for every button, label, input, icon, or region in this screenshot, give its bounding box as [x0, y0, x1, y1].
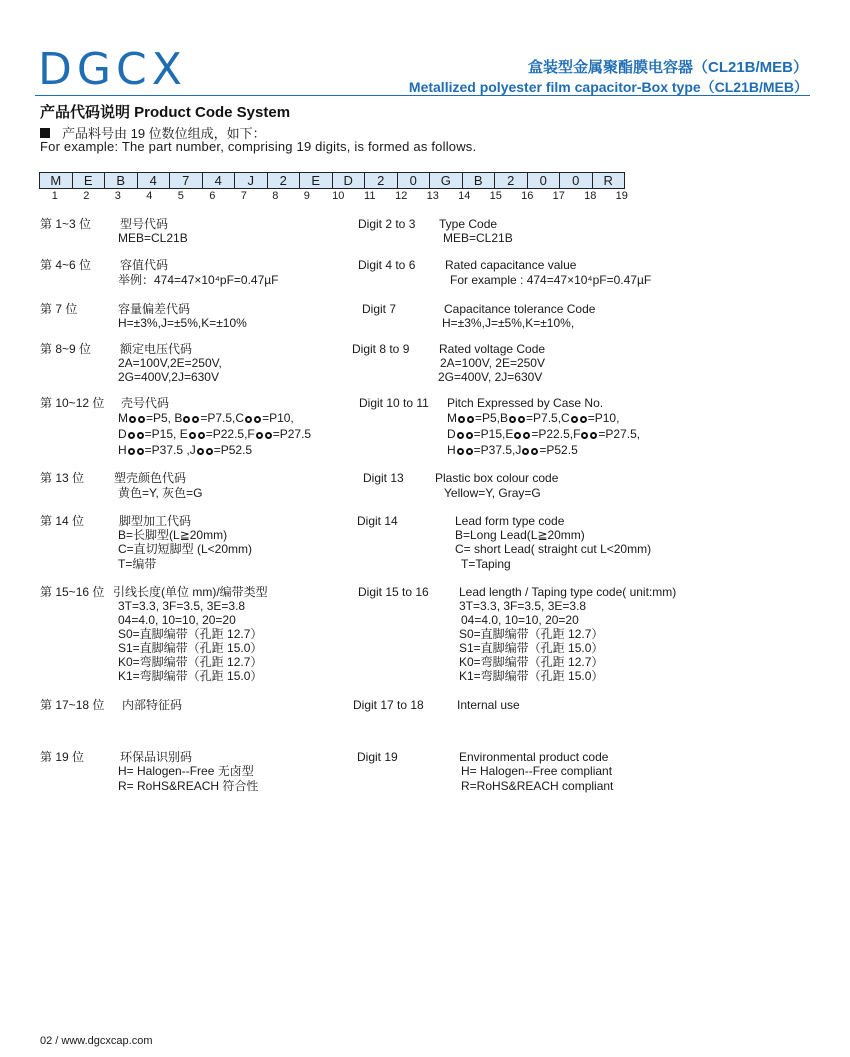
en-field-value: [447, 427, 640, 441]
pn-index: 5: [177, 190, 184, 202]
en-digit-label: Digit 19: [357, 750, 398, 764]
pn-index: 16: [521, 190, 534, 202]
pn-char: B: [462, 172, 496, 189]
code-letter: D: [447, 427, 456, 441]
cn-digit-label: 第 1~3 位: [40, 217, 92, 231]
code-text: =P27.5,: [598, 427, 641, 441]
pn-index: 8: [272, 190, 279, 202]
cn-field-value: 3T=3.3, 3F=3.5, 3E=3.8: [118, 599, 246, 613]
code-text: =P37.5 ,J: [144, 443, 196, 457]
code-text: =P22.5,F: [531, 427, 581, 441]
code-text: =P27.5: [272, 427, 312, 441]
en-field-value: 2G=400V, 2J=630V: [438, 370, 543, 384]
en-field-value: C= short Lead( straight cut L<20mm): [455, 542, 652, 556]
code-text: =P37.5,J: [473, 443, 522, 457]
pn-char: 2: [267, 172, 301, 189]
code-text: =P52.5: [539, 443, 578, 457]
en-field-name: Rated voltage Code: [439, 342, 546, 356]
en-field-value: 2A=100V, 2E=250V: [440, 356, 545, 370]
pn-char: 0: [397, 172, 431, 189]
cn-field-value: [118, 411, 294, 425]
placeholder-circle-icon: [137, 448, 144, 455]
placeholder-circle-icon: [523, 432, 530, 439]
pn-char: 0: [559, 172, 593, 189]
en-field-name: Environmental product code: [459, 750, 609, 764]
en-digit-label: Digit 13: [363, 471, 404, 485]
en-field-value: K0=弯脚编带（孔距 12.7）: [459, 655, 604, 669]
pn-char: 7: [169, 172, 203, 189]
pn-index: 4: [146, 190, 153, 202]
en-digit-label: Digit 4 to 6: [358, 258, 416, 272]
en-field-value: [447, 411, 619, 425]
intro-cn-text: 产品料号由 19 位数位组成，如下：: [62, 126, 266, 141]
placeholder-circle-icon: [590, 432, 597, 439]
cn-digit-label: 第 4~6 位: [40, 258, 92, 272]
cn-field-value: S0=直脚编带（孔距 12.7）: [118, 627, 263, 641]
pn-index: 18: [584, 190, 597, 202]
en-field-name: Plastic box colour code: [435, 471, 559, 485]
cn-field-value: 04=4.0, 10=10, 20=20: [118, 613, 236, 627]
en-field-value: MEB=CL21B: [443, 231, 513, 245]
pn-char: E: [72, 172, 106, 189]
placeholder-circle-icon: [254, 416, 261, 423]
page-footer: 02 / www.dgcxcap.com: [40, 1035, 153, 1047]
code-letter: D: [118, 427, 127, 441]
en-field-name: Pitch Expressed by Case No.: [447, 396, 604, 410]
placeholder-circle-icon: [128, 432, 135, 439]
pn-index: 1: [51, 190, 58, 202]
code-text: =P10,: [262, 411, 294, 425]
cn-digit-label: 第 14 位: [40, 514, 85, 528]
placeholder-circle-icon: [458, 416, 465, 423]
placeholder-circle-icon: [467, 416, 474, 423]
placeholder-circle-icon: [581, 432, 588, 439]
cn-field-value: 举例：474=47×10⁴pF=0.47µF: [118, 273, 279, 287]
code-text: =P5, B: [146, 411, 183, 425]
pn-index: 3: [114, 190, 121, 202]
cn-field-name: 容值代码: [120, 258, 169, 272]
en-field-value: 04=4.0, 10=10, 20=20: [461, 613, 579, 627]
pn-index: 17: [552, 190, 565, 202]
part-number-boxes: [39, 172, 625, 189]
placeholder-circle-icon: [206, 448, 213, 455]
cn-field-name: 容量偏差代码: [118, 302, 191, 316]
section-title: 产品代码说明 Product Code System: [40, 104, 291, 121]
code-letter: H: [118, 443, 127, 457]
en-field-name: Internal use: [457, 698, 520, 712]
pn-char: 2: [364, 172, 398, 189]
pn-char: J: [234, 172, 268, 189]
en-digit-label: Digit 2 to 3: [358, 217, 416, 231]
placeholder-circle-icon: [256, 432, 263, 439]
placeholder-circle-icon: [197, 448, 204, 455]
doc-title-cn: 盒装型金属聚酯膜电容器（CL21B/MEB）: [527, 59, 808, 76]
pn-index: 6: [209, 190, 216, 202]
en-field-value: S1=直脚编带（孔距 15.0）: [459, 641, 604, 655]
pn-index: 7: [240, 190, 247, 202]
placeholder-circle-icon: [198, 432, 205, 439]
placeholder-circle-icon: [509, 416, 516, 423]
pn-char: G: [429, 172, 463, 189]
placeholder-circle-icon: [137, 432, 144, 439]
en-field-name: Capacitance tolerance Code: [444, 302, 596, 316]
placeholder-circle-icon: [245, 416, 252, 423]
cn-field-name: 壳号代码: [121, 396, 170, 410]
code-text: =P22.5,F: [205, 427, 255, 441]
cn-field-value: 黄色=Y, 灰色=G: [118, 486, 203, 500]
cn-digit-label: 第 10~12 位: [40, 396, 105, 410]
placeholder-circle-icon: [514, 432, 521, 439]
cn-digit-label: 第 13 位: [40, 471, 85, 485]
pn-index: 10: [332, 190, 345, 202]
en-field-value: [447, 443, 578, 457]
cn-field-name: 脚型加工代码: [119, 514, 192, 528]
code-letter: M: [447, 411, 457, 425]
intro-en: For example: The part number, comprising 19 digits, is formed as follows.: [40, 139, 477, 154]
placeholder-circle-icon: [457, 448, 464, 455]
cn-field-value: 2G=400V,2J=630V: [118, 370, 219, 384]
cn-digit-label: 第 15~16 位: [40, 585, 105, 599]
placeholder-circle-icon: [129, 416, 136, 423]
doc-title-en: Metallized polyester film capacitor-Box type（CL21B/MEB）: [408, 79, 808, 95]
pn-char: R: [592, 172, 626, 189]
pn-index: 14: [458, 190, 471, 202]
cn-field-value: H= Halogen--Free 无卤型: [118, 764, 254, 778]
cn-digit-label: 第 8~9 位: [40, 342, 92, 356]
en-field-value: T=Taping: [461, 557, 511, 571]
placeholder-circle-icon: [466, 448, 473, 455]
en-field-value: B=Long Lead(L≧20mm): [455, 528, 585, 542]
brand-logo: DGCX: [38, 44, 187, 95]
cn-field-value: K0=弯脚编带（孔距 12.7）: [118, 655, 263, 669]
cn-field-value: 2A=100V,2E=250V,: [118, 356, 222, 370]
pn-index: 9: [303, 190, 310, 202]
cn-field-name: 塑壳颜色代码: [114, 471, 187, 485]
cn-field-value: MEB=CL21B: [118, 231, 188, 245]
pn-index: 11: [364, 190, 376, 202]
pn-char: E: [299, 172, 333, 189]
en-field-value: H=±3%,J=±5%,K=±10%,: [442, 316, 575, 330]
pn-char: 4: [137, 172, 171, 189]
placeholder-circle-icon: [128, 448, 135, 455]
header-divider: [35, 95, 810, 96]
placeholder-circle-icon: [183, 416, 190, 423]
en-field-name: Lead form type code: [455, 514, 565, 528]
cn-field-value: T=编带: [118, 557, 157, 571]
pn-index: 19: [615, 190, 628, 202]
cn-field-value: B=长脚型(L≧20mm): [118, 528, 228, 542]
en-field-value: R=RoHS&REACH compliant: [461, 779, 614, 793]
part-number-indices: [39, 190, 638, 202]
en-digit-label: Digit 14: [357, 514, 398, 528]
en-field-value: For example : 474=47×10⁴pF=0.47µF: [450, 273, 652, 287]
pn-char: B: [104, 172, 138, 189]
code-text: =P15, E: [144, 427, 188, 441]
pn-char: 2: [494, 172, 528, 189]
en-digit-label: Digit 7: [362, 302, 397, 316]
code-text: =P5,B: [475, 411, 509, 425]
placeholder-circle-icon: [531, 448, 538, 455]
cn-field-value: [118, 427, 311, 441]
en-digit-label: Digit 15 to 16: [358, 585, 429, 599]
en-field-value: S0=直脚编带（孔距 12.7）: [459, 627, 604, 641]
placeholder-circle-icon: [265, 432, 272, 439]
pn-char: 0: [527, 172, 561, 189]
cn-digit-label: 第 17~18 位: [40, 698, 105, 712]
code-text: =P15,E: [473, 427, 514, 441]
en-digit-label: Digit 17 to 18: [353, 698, 424, 712]
cn-field-value: S1=直脚编带（孔距 15.0）: [118, 641, 263, 655]
cn-digit-label: 第 7 位: [40, 302, 78, 316]
placeholder-circle-icon: [138, 416, 145, 423]
pn-char: M: [39, 172, 73, 189]
en-digit-label: Digit 10 to 11: [359, 396, 429, 410]
en-field-value: 3T=3.3, 3F=3.5, 3E=3.8: [459, 599, 587, 613]
pn-index: 2: [83, 190, 90, 202]
cn-field-name: 环保品识别码: [120, 750, 193, 764]
cn-field-value: K1=弯脚编带（孔距 15.0）: [118, 669, 263, 683]
cn-field-value: [118, 443, 252, 457]
cn-field-name: 内部特征码: [122, 698, 183, 712]
en-field-value: H= Halogen--Free compliant: [461, 764, 613, 778]
cn-field-value: R= RoHS&REACH 符合性: [118, 779, 259, 793]
placeholder-circle-icon: [189, 432, 196, 439]
cn-digit-label: 第 19 位: [40, 750, 85, 764]
cn-field-value: H=±3%,J=±5%,K=±10%: [118, 316, 247, 330]
placeholder-circle-icon: [580, 416, 587, 423]
placeholder-circle-icon: [518, 416, 525, 423]
pn-char: D: [332, 172, 366, 189]
en-field-name: Lead length / Taping type code( unit:mm): [459, 585, 677, 599]
pn-char: 4: [202, 172, 236, 189]
pn-index: 15: [489, 190, 502, 202]
placeholder-circle-icon: [571, 416, 578, 423]
placeholder-circle-icon: [457, 432, 464, 439]
placeholder-circle-icon: [466, 432, 473, 439]
placeholder-circle-icon: [192, 416, 199, 423]
code-text: =P7.5,C: [526, 411, 570, 425]
en-field-name: Rated capacitance value: [445, 258, 577, 272]
cn-field-name: 型号代码: [120, 217, 169, 231]
code-text: =P52.5: [213, 443, 253, 457]
placeholder-circle-icon: [522, 448, 529, 455]
cn-field-name: 额定电压代码: [120, 342, 193, 356]
code-letter: H: [447, 443, 456, 457]
en-field-value: K1=弯脚编带（孔距 15.0）: [459, 669, 604, 683]
square-bullet-icon: [40, 128, 50, 138]
code-text: =P7.5,C: [200, 411, 245, 425]
pn-index: 13: [426, 190, 439, 202]
en-field-name: Type Code: [439, 217, 498, 231]
cn-field-name: 引线长度(单位 mm)/编带类型: [113, 585, 268, 599]
en-field-value: Yellow=Y, Gray=G: [444, 486, 541, 500]
pn-index: 12: [395, 190, 408, 202]
en-digit-label: Digit 8 to 9: [352, 342, 410, 356]
code-letter: M: [118, 411, 128, 425]
code-text: =P10,: [587, 411, 620, 425]
cn-field-value: C=直切短脚型 (L<20mm): [118, 542, 253, 556]
